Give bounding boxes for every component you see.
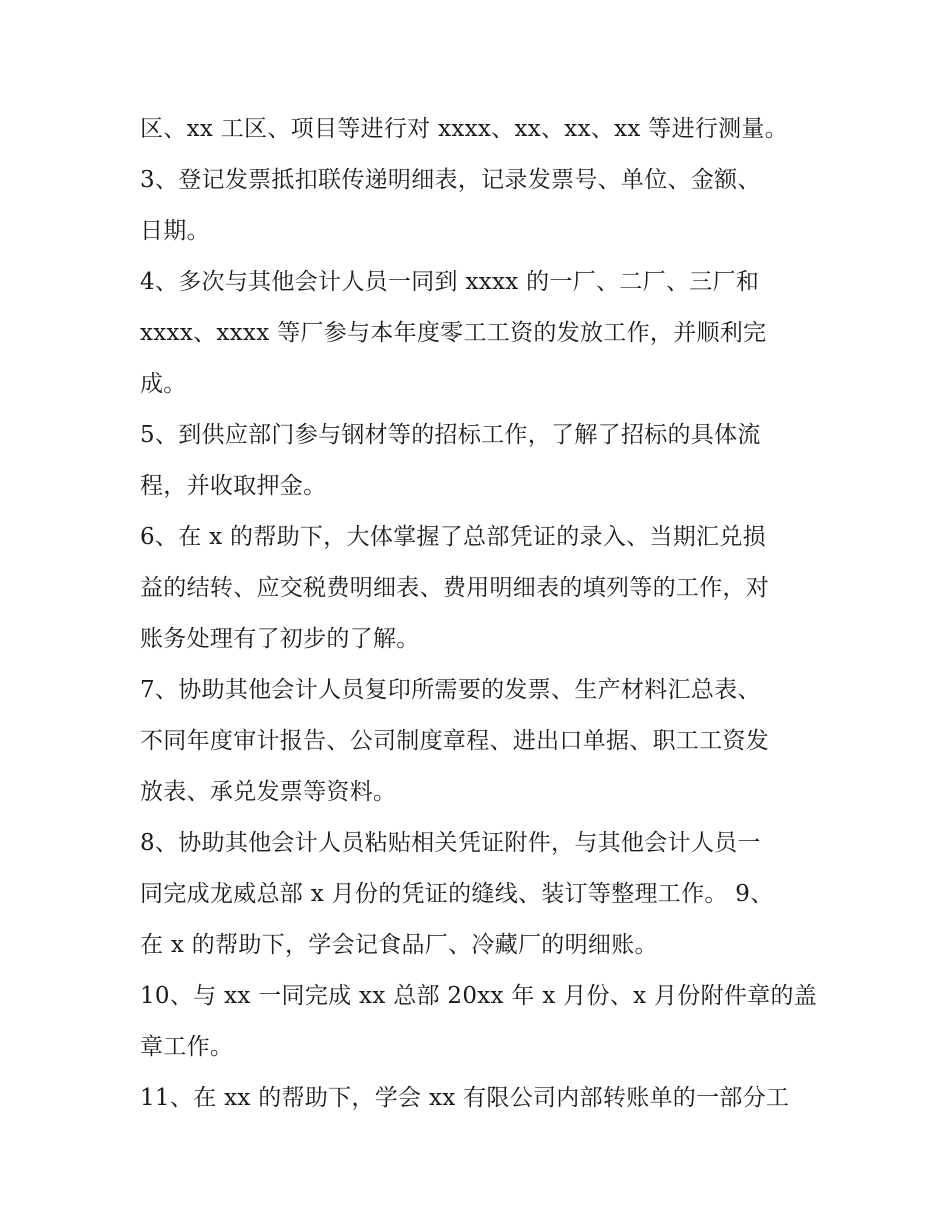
text-line: 同完成龙威总部 x 月份的凭证的缝线、装订等整理工作。 9、	[140, 881, 774, 907]
text-line: xxxx、xxxx 等厂参与本年度零工工资的发放工作，并顺利完	[140, 320, 767, 346]
text-line: 8、协助其他会计人员粘贴相关凭证附件，与其他会计人员一	[140, 830, 761, 856]
text-line: 日期。	[140, 218, 210, 244]
text-line: 成。	[140, 371, 187, 397]
text-line: 在 x 的帮助下，学会记食品厂、冷藏厂的明细账。	[140, 932, 658, 958]
document-body	[140, 104, 820, 1124]
text-line: 6、在 x 的帮助下，大体掌握了总部凭证的录入、当期汇兑损	[140, 524, 766, 550]
text-line: 不同年度审计报告、公司制度章程、进出口单据、职工工资发	[140, 728, 770, 754]
text-line: 章工作。	[140, 1034, 234, 1060]
text-line: 4、多次与其他会计人员一同到 xxxx 的一厂、二厂、三厂和	[140, 269, 760, 295]
text-line: 10、与 xx 一同完成 xx 总部 20xx 年 x 月份、x 月份附件章的盖	[140, 983, 818, 1009]
text-line: 放表、承兑发票等资料。	[140, 779, 397, 805]
text-line: 区、xx 工区、项目等进行对 xxxx、xx、xx、xx 等进行测量。	[140, 116, 789, 142]
text-line: 益的结转、应交税费明细表、费用明细表的填列等的工作，对	[140, 575, 770, 601]
text-line: 11、在 xx 的帮助下，学会 xx 有限公司内部转账单的一部分工	[140, 1085, 790, 1111]
text-line: 7、协助其他会计人员复印所需要的发票、生产材料汇总表、	[140, 677, 761, 703]
text-line: 账务处理有了初步的了解。	[140, 626, 420, 652]
text-line: 5、到供应部门参与钢材等的招标工作，了解了招标的具体流	[140, 422, 761, 448]
text-line: 程，并收取押金。	[140, 473, 327, 499]
text-line: 3、登记发票抵扣联传递明细表，记录发票号、单位、金额、	[140, 167, 761, 193]
